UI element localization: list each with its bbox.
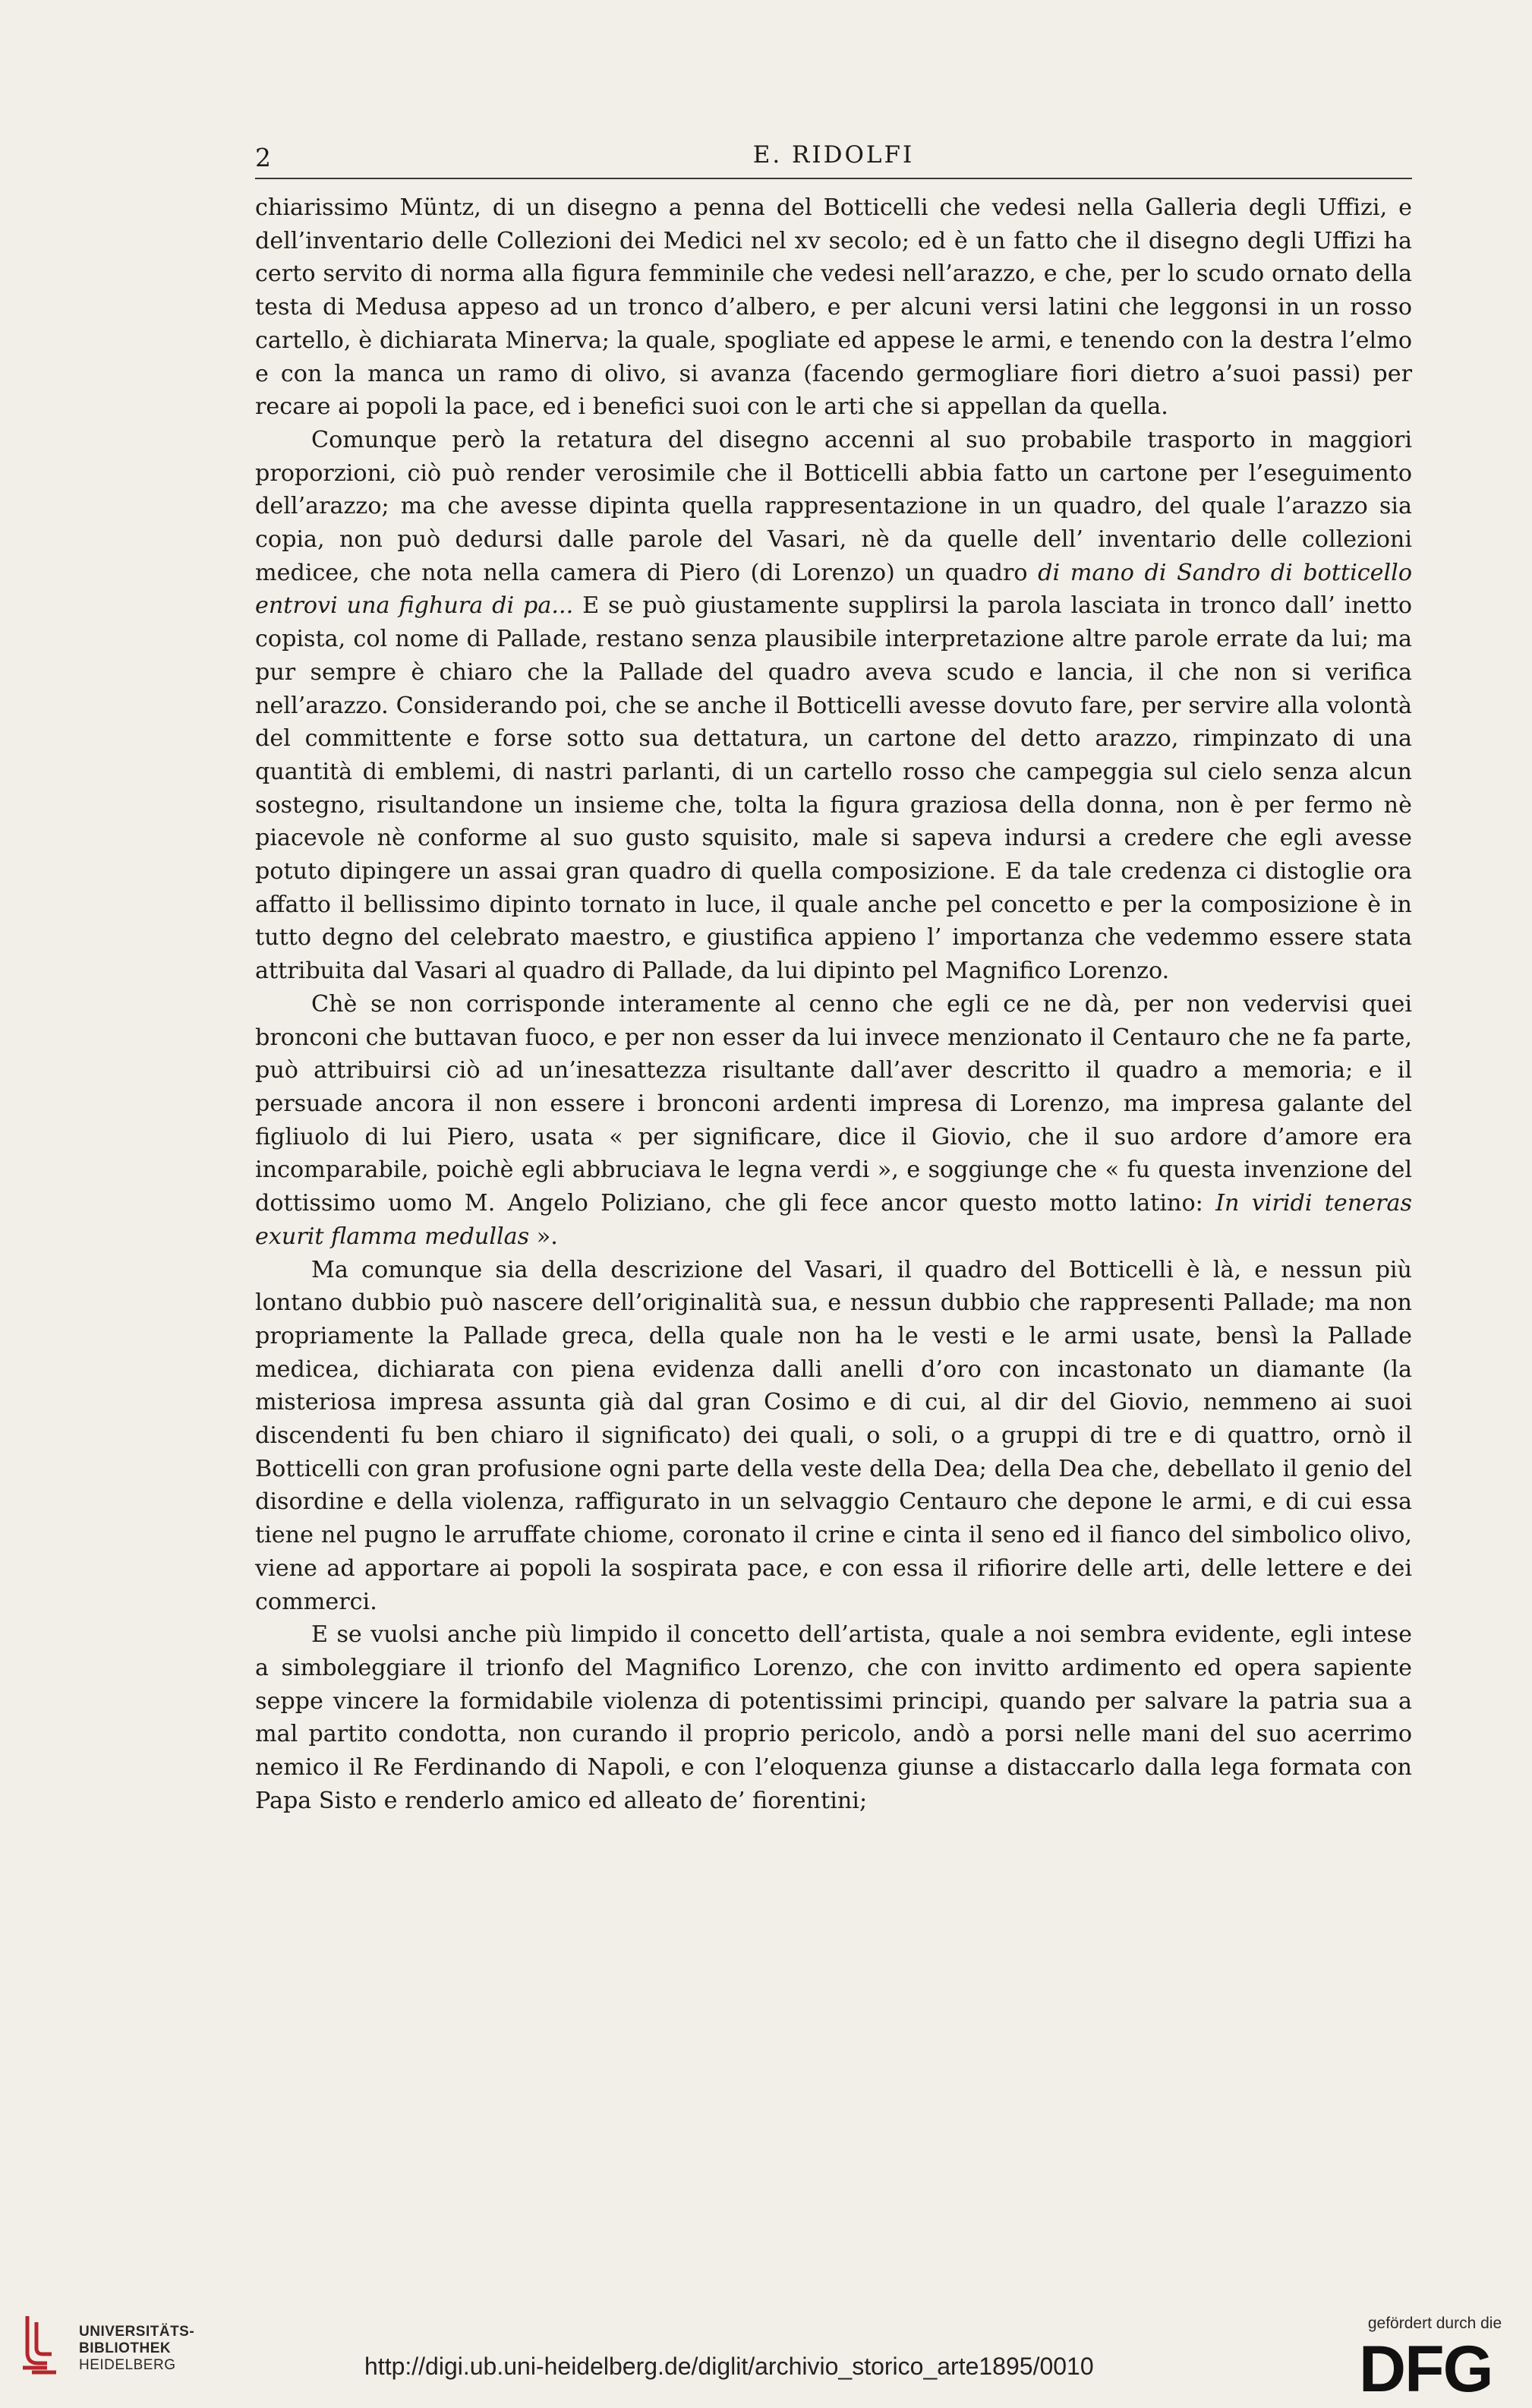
library-line: HEIDELBERG [79,2357,176,2373]
body-paragraph [255,424,1412,988]
page-footer [0,2293,1532,2408]
page-header [255,138,1412,172]
page-number: 2 [255,143,271,172]
paragraph-text: Ma comunque sia della descrizione del Vasari, il quadro del Botticelli è là, e nessun più lontano dubbio può nascere dell’originalità sua, e nessun dubbio che rappresenti Pallade; ma non propriamente la Pallade greca, della quale non ha le vesti e le armi usate, bensì la Pallade medicea, dichiarata con piena evidenza dalli anelli d’oro con incastonato un diamante (la misteriosa impresa assunta già dal gran Cosimo e di cui, al dir del Giovio, nemmeno ai suoi discendenti fu ben chiaro il significato) dei quali, o soli, o a gruppi di tre e di quattro, ornò il Botticelli con gran profusione ogni parte della veste della Dea; della Dea che, debellato il genio del disordine e della violenza, raffigurato in un selvaggio Centauro che depone le armi, e di cui essa tiene nel pugno le arruffate chiome, coronato il crine e cinta il seno ed il fianco del simbolico olivo, viene ad apportare ai popoli la sospirata pace, e con essa il rifiorire delle arti, delle lettere e dei commerci. [255,1256,1412,1615]
source-url-link[interactable]: http://digi.ub.uni-heidelberg.de/diglit/archivio_storico_arte1895/0010 [364,2353,1094,2380]
library-name[interactable] [79,2324,194,2374]
funding-caption: gefördert durch die [1367,2315,1502,2332]
body-paragraph [255,191,1412,424]
body-text [255,191,1412,1817]
italic-quotation: In viridi teneras exurit flamma medullas [255,1190,1412,1250]
header-rule [255,178,1412,179]
italic-quotation: di mano di Sandro di botticello entrovi una fighura di pa... [255,559,1413,620]
paragraph-text: E se vuolsi anche più limpido il concetto dell’artista, quale a noi sembra evidente, egli intese a simboleggiare il trionfo del Magnifico Lorenzo, che con invitto ardimento ed opera sapiente seppe vincere la formidabile violenza di potentissimi principi, quando per salvare la patria sua a mal partito condotta, non curando il proprio pericolo, andò a porsi nelle mani del suo acerrimo nemico il Re Ferdinando di Napoli, e con l’eloquenza giunse a distaccarlo dalla lega formata con Papa Sisto e renderlo amico ed alleato de’ fiorentini; [255,1621,1412,1814]
dfg-logo[interactable]: DFG [1359,2333,1493,2406]
body-paragraph [255,1618,1412,1817]
paragraph-text: ». [529,1223,558,1250]
running-head: E. RIDOLFI [752,141,915,169]
paragraph-text: Chè se non corrisponde interamente al cenno che egli ce ne dà, per non vedervisi quei bronconi che buttavan fuoco, e per non esser da lui invece menzionato il Centauro che ne fa parte, può attribuirsi ciò ad un’inesattezza risultante dall’aver descritto il quadro a memoria; e il persuade ancora il non essere i bronconi ardenti impresa di Lorenzo, ma impresa galante del figliuolo di lui Piero, usata « per significare, dice il Giovio, che il suo ardore d’amore era incomparabile, poichè egli abbruciava le legna verdi », e soggiunge che « fu questa invenzione del dottissimo uomo M. Angelo Poliziano, che gli fece ancor questo motto latino: [255,990,1412,1217]
body-paragraph [255,988,1412,1254]
paragraph-text: E se può giustamente supplirsi la parola lasciata in tronco dall’ inetto copista, col nome di Pallade, restano senza plausibile interpretazione altre parole errate da lui; ma pur sempre è chiaro che la Pallade del quadro aveva scudo e lancia, il che non si verifica nell’arazzo. Considerando poi, che se anche il Botticelli avesse dovuto fare, per servire alla volontà del committente e forse sotto sua dettatura, un cartone del detto arazzo, rimpinzato di una quantità di emblemi, di nastri parlanti, di un cartello rosso che campeggia sul cielo senza alcun sostegno, risultandone un insieme che, tolta la figura graziosa della donna, non è per fermo nè piacevole nè conforme al suo gusto squisito, male si sapeva indursi a credere che egli avesse potuto dipingere un assai gran quadro di quella composizione. E da tale credenza ci distoglie ora affatto il bellissimo dipinto tornato in luce, il quale anche pel concetto e per la composizione è in tutto degno del celebrato maestro, e giustifica appieno l’ importanza che vedemmo essere stata attribuita dal Vasari al quadro di Pallade, da lui dipinto pel Magnifico Lorenzo. [255,592,1413,985]
ub-heidelberg-logo-icon[interactable] [17,2307,62,2391]
paragraph-text: Comunque però la retatura del disegno accenni al suo probabile trasporto in maggiori proporzioni, ciò può render verosimile che il Botticelli abbia fatto un cartone per l’eseguimento dell’arazzo; ma che avesse dipinta quella rappresentazione in un quadro, del quale l’arazzo sia copia, non può dedursi dalle parole del Vasari, nè da quelle dell’ inventario delle collezioni medicee, che nota nella camera di Piero (di Lorenzo) un quadro [255,426,1412,586]
paragraph-text: chiarissimo Müntz, di un disegno a penna del Botticelli che vedesi nella Galleria degli Uffizi, e dell’inventario delle Collezioni dei Medici nel xv secolo; ed è un fatto che il disegno degli Uffizi ha certo servito di norma alla figura femminile che vedesi nell’arazzo, e che, per lo scudo ornato della testa di Medusa appeso ad un tronco d’albero, e per alcuni versi latini che leggonsi in un rosso cartello, è dichiarata Minerva; la quale, spogliate ed appese le armi, e tenendo con la destra l’elmo e con la manca un ramo di olivo, si avanza (facendo germogliare fiori dietro a’suoi passi) per recare ai popoli la pace, ed i benefici suoi con le arti che si appellan da quella. [255,194,1412,421]
library-line: BIBLIOTHEK [79,2340,172,2356]
body-paragraph [255,1254,1412,1619]
library-line: UNIVERSITÄTS- [79,2324,195,2340]
